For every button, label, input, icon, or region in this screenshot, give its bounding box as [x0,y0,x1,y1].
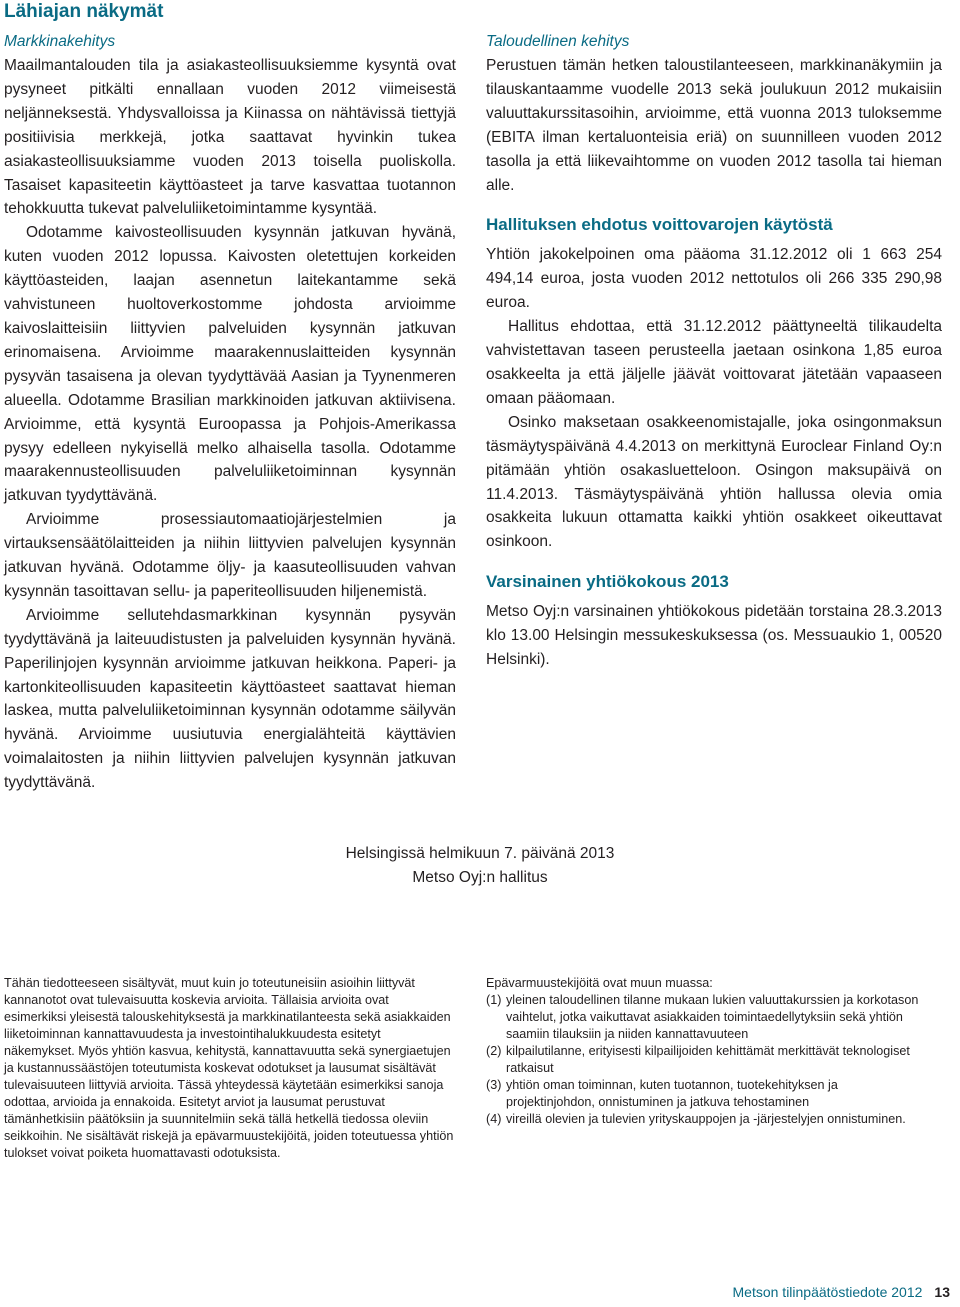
list-text: yhtiön oman toiminnan, kuten tuotannon, tuotekehityksen ja projektinjohdon, onnistuminen ja jatkuva tehostaminen [506,1078,838,1109]
publication-title: Metson tilinpäätöstiedote 2012 [732,1284,923,1300]
left-column [4,30,456,795]
paragraph: Arvioimme prosessiautomaatiojärjestelmien ja virtauksensäätölaitteiden ja niihin liittyvien palvelujen kysynnän jatkuvan hyvänä. Odotamme öljy- ja kaasuteollisuuden vahvan kysynnän tasoittavan sellu- ja paperiteollisuuden hiljenemistä. [4,511,456,600]
signature-signer: Metso Oyj:n hallitus [412,868,548,886]
list-text: yleinen taloudellinen tilanne mukaan lukien valuuttakurssien ja korkotason vaihtelut, jotka vaikuttavat asiakkaiden toimintaedellytyksiin sekä yhtiön saamiin tilauksiin ja niiden kannattavuuteen [506,993,919,1041]
section-title-voittovarat: Hallituksen ehdotus voittovarojen käytöstä [486,215,833,235]
page-title: Lähiajan näkymät [4,1,164,22]
list-number: (1) [486,993,502,1007]
disclaimer-left [4,975,454,1162]
list-item [486,992,926,1043]
paragraph: Metso Oyj:n varsinainen yhtiökokous pidetään torstaina 28.3.2013 klo 13.00 Helsingin messukeskuksessa (os. Messuaukio 1, 00520 Helsinki). [486,603,942,669]
paragraph: Yhtiön jakokelpoinen oma pääoma 31.12.2012 oli 1 663 254 494,14 euroa, josta vuoden 2012 nettotulos oli 266 335 290,98 euroa. [486,246,942,312]
disclaimer-text: Tähän tiedotteeseen sisältyvät, muut kuin jo toteutuneisiin asioihin liittyvät kannanotot ovat tulevaisuutta koskevia arvioita. Tällaisia arvioita ovat esimerkiksi yleisestä talouskehityksestä ja markkinatilanteesta sekä asiakkaiden liiketoiminnan kannattavuudesta ja investointihalukkuudesta esitetyt näkemykset. Myös yhtiön kasvua, kehitystä, kannattavuutta sekä synergiaetujen ja kustannussäästöjen toteutumista koskevat odotukset ja lausumat sisältävät tulevaisuuteen liittyviä arvioita. Tässä yhteydessä käytetään esimerkiksi sanoja odottaa, arvioida ja ennakoida. Esitetyt arviot ja lausumat perustuvat tämänhetkisiin päätöksiin ja suunnitelmiin sekä tällä hetkellä tiedossa oleviin seikkoihin. Ne sisältävät riskejä ja epävarmuustekijöitä, joiden toteutuessa yhtiön tulokset voivat poiketa huomattavasti odotuksista. [4,976,454,1160]
signature-block [0,842,960,889]
list-item [486,1043,926,1077]
disclaimer-right [486,975,926,1128]
paragraph: Hallitus ehdottaa, että 31.12.2012 päättyneeltä tilikaudelta vahvistettavan taseen perusteella jaetaan osinkona 1,85 euroa osakkeelta ja että jäljelle jäävät voittovarat jätetään vapaaseen omaan pääomaan. [486,318,942,407]
page-footer [733,1284,951,1300]
paragraph: Odotamme kaivosteollisuuden kysynnän jatkuvan hyvänä, kuten vuoden 2012 lopussa. Kaivosten oletettujen korkeiden käyttöasteiden, laajan asennetun laitekantamme sekä vahvistuneen huoltoverkostomme johdosta arvioimme kaivoslaitteisiin liittyvien palveluiden kysynnän jatkuvan erinomaisena. Arvioimme maarakennuslaitteiden kysynnän pysyvän tasaisena ja olevan tyydyttävää Aasian ja Tyynenmeren alueella. Odotamme Brasilian markkinoiden jatkuvan aktiivisena. Arvioimme, että kysyntä Euroopassa ja Pohjois-Amerikassa pysyy edelleen nykyisellä melko alhaisella tasolla. Odotamme maarakennusteollisuuden palveluliiketoiminnan kysynnän jatkuvan tyydyttävänä. [4,224,456,505]
right-column [486,30,942,672]
subhead-markkinakehitys: Markkinakehitys [4,33,116,50]
section-title-yhtiokokous: Varsinainen yhtiökokous 2013 [486,572,729,592]
uncertainty-intro: Epävarmuustekijöitä ovat muun muassa: [486,976,713,990]
list-item [486,1111,926,1128]
page-number: 13 [934,1284,950,1300]
list-number: (4) [486,1112,502,1126]
paragraph: Perustuen tämän hetken taloustilanteeseen, markkinanäkymiin ja tilauskantaamme vuodelle 2013 sekä joulukuun 2012 mukaisiin valuuttakurssitasoihin, arvioimme, että vuonna 2013 tuloksemme (EBITA ilman kertaluonteisia eriä) on suunnilleen vuoden 2012 tasolla ja että liikevaihtomme on vuoden 2012 tasolla tai hieman alle. [486,57,942,194]
list-item [486,1077,926,1111]
list-text: vireillä olevien ja tulevien yrityskauppojen ja -järjestelyjen onnistuminen. [506,1112,906,1126]
signature-place-date: Helsingissä helmikuun 7. päivänä 2013 [345,845,615,862]
paragraph: Osinko maksetaan osakkeenomistajalle, joka osingonmaksun täsmäytyspäivänä 4.4.2013 on merkittynä Euroclear Finland Oy:n pitämään yhtiön osakasluetteloon. Osingon maksupäivä on 11.4.2013. Täsmäytyspäivänä yhtiön hallussa olevia omia osakkeita lukuun ottamatta kaikki yhtiön osakkeet oikeuttavat osinkoon. [486,413,942,551]
list-number: (3) [486,1078,502,1092]
paragraph: Maailmantalouden tila ja asiakasteollisuuksiemme kysyntä ovat pysyneet pitkälti ennallaan vuoden 2012 viimeisestä neljänneksestä. Yhdysvalloissa ja Kiinassa on nähtävissä tiettyjä positiivisia merkkejä, jotka saattavat hyvinkin tukea asiakasteollisuuksiamme vuoden 2013 toisella puoliskolla. Tasaiset kapasiteetin käyttöasteet ja tarve kasvattaa tuotannon tehokkuutta tukevat palveluliiketoimintamme kysyntää. [4,57,456,218]
list-number: (2) [486,1044,502,1058]
subhead-taloudellinen-kehitys: Taloudellinen kehitys [486,33,630,50]
list-text: kilpailutilanne, erityisesti kilpailijoiden kehittämät merkittävät teknologiset ratkaisut [506,1044,910,1075]
paragraph: Arvioimme sellutehdasmarkkinan kysynnän pysyvän tyydyttävänä ja laiteuudistusten ja palveluiden kysynnän hyvänä. Paperilinjojen kysynnän arvioimme jatkuvan heikkona. Paperi- ja kartonkiteollisuuden kapasiteetin käyttöasteet saattavat hieman laskea, mutta palveluliiketoiminnan kysynnän odotamme säilyvän hyvänä. Arvioimme uusiutuvia energialähteitä käyttävien voimalaitosten ja niihin liittyvien palvelujen kysynnän jatkuvan tyydyttävänä. [4,606,456,792]
